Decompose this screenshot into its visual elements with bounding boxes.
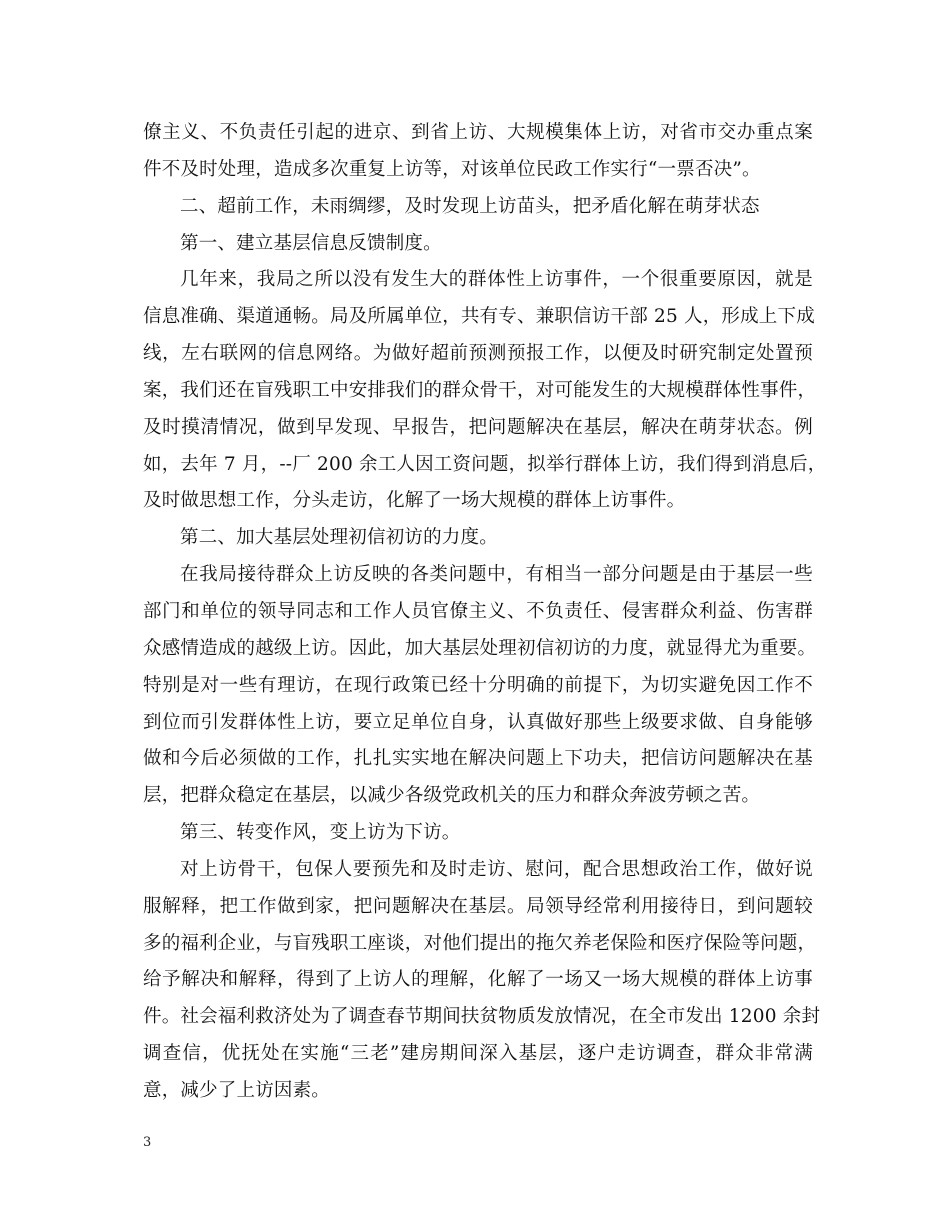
text-line: 案，我们还在盲残职工中安排我们的群众骨干，对可能发生的大规模群体性事件， [143, 379, 817, 401]
text-line: 多的福利企业，与盲残职工座谈，对他们提出的拖欠养老保险和医疗保险等问题， [143, 932, 817, 954]
subsection-heading: 第二、加大基层处理初信初访的力度。 [180, 527, 498, 549]
text-line: 如，去年 7 月，--厂 200 余工人因工资问题，拟举行群体上访，我们得到消息后， [143, 453, 827, 475]
text-line: 做和今后必须做的工作，扎扎实实地在解决问题上下功夫，把信访问题解决在基 [143, 748, 813, 770]
text-line: 线，左右联网的信息网络。为做好超前预测预报工作，以便及时研究制定处置预 [143, 343, 813, 365]
text-line: 件不及时处理，造成多次重复上访等，对该单位民政工作实行“一票否决”。 [143, 158, 761, 180]
subsection-heading: 第一、建立基层信息反馈制度。 [180, 232, 442, 254]
text-line: 及时做思想工作，分头走访，化解了一场大规模的群体上访事件。 [143, 490, 686, 512]
page-number: 3 [143, 1135, 152, 1150]
text-line: 到位而引发群体性上访，要立足单位自身，认真做好那些上级要求做、自身能够 [143, 711, 813, 733]
text-line: 信息准确、渠道通畅。局及所属单位，共有专、兼职信访干部 25 人，形成上下成 [143, 306, 815, 328]
text-line: 众感情造成的越级上访。因此，加大基层处理初信初访的力度，就显得尤为重要。 [143, 637, 817, 659]
text-line: 对上访骨干，包保人要预先和及时走访、慰问，配合思想政治工作，做好说 [180, 858, 813, 880]
text-line: 服解释，把工作做到家，把问题解决在基层。局领导经常利用接待日，到问题较 [143, 895, 813, 917]
text-line: 调查信，优抚处在实施“三老”建房期间深入基层，逐户走访调查，群众非常满 [143, 1043, 813, 1065]
text-line: 僚主义、不负责任引起的进京、到省上访、大规模集体上访，对省市交办重点案 [143, 122, 813, 143]
text-line: 给予解决和解释，得到了上访人的理解，化解了一场又一场大规模的群体上访事 [143, 969, 813, 991]
text-line: 意，减少了上访因素。 [143, 1079, 331, 1101]
subsection-heading: 第三、转变作风，变上访为下访。 [180, 822, 461, 844]
text-line: 特别是对一些有理访，在现行政策已经十分明确的前提下，为切实避免因工作不 [143, 674, 813, 696]
text-line: 件。社会福利救济处为了调查春节期间扶贫物质发放情况，在全市发出 1200 余封 [143, 1006, 821, 1028]
section-heading: 二、超前工作，未雨绸缪，及时发现上访苗头，把矛盾化解在萌芽状态 [180, 195, 760, 217]
text-line: 层，把群众稳定在基层，以减少各级党政机关的压力和群众奔波劳顿之苦。 [143, 785, 761, 807]
text-line: 在我局接待群众上访反映的各类问题中，有相当一部分问题是由于基层一些 [180, 564, 813, 586]
document-body [143, 115, 827, 1110]
text-line: 及时摸清情况，做到早发现、早报告，把问题解决在基层，解决在萌芽状态。例 [143, 416, 813, 438]
text-line: 几年来，我局之所以没有发生大的群体性上访事件，一个很重要原因，就是 [180, 269, 813, 291]
text-line: 部门和单位的领导同志和工作人员官僚主义、不负责任、侵害群众利益、伤害群 [143, 600, 813, 622]
